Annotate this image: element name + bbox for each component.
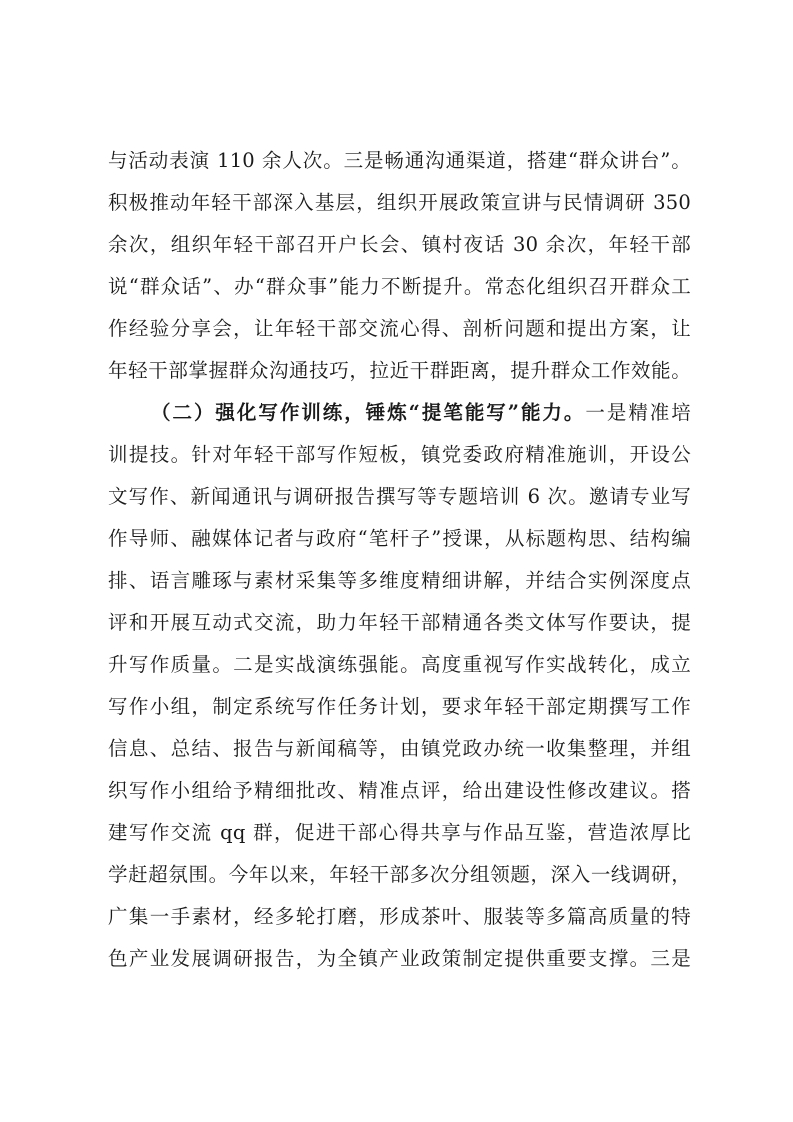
paragraph-line: 评和开展互动式交流，助力年轻干部精通各类文体写作要诀，提 xyxy=(108,611,691,634)
paragraph-line: 文写作、新闻通讯与调研报告撰写等专题培训 6 次。邀请专业写 xyxy=(108,485,691,508)
paragraph-line: 与活动表演 110 余人次。三是畅通沟通渠道，搭建“群众讲台”。 xyxy=(108,149,691,172)
paragraph-line: 作经验分享会，让年轻干部交流心得、剖析问题和提出方案，让 xyxy=(108,317,691,340)
paragraph-line: 年轻干部掌握群众沟通技巧，拉近干群距离，提升群众工作效能。 xyxy=(108,359,691,382)
paragraph-line: 排、语言雕琢与素材采集等多维度精细讲解，并结合实例深度点 xyxy=(108,569,691,592)
paragraph-line: 余次，组织年轻干部召开户长会、镇村夜话 30 余次，年轻干部 xyxy=(108,233,691,256)
paragraph-line: 广集一手素材，经多轮打磨，形成茶叶、服装等多篇高质量的特 xyxy=(108,905,691,928)
paragraph-line: 信息、总结、报告与新闻稿等，由镇党政办统一收集整理，并组 xyxy=(108,737,691,760)
section-heading-line: （二）强化写作训练，锤炼“提笔能写”能力。一是精准培 xyxy=(151,401,691,424)
paragraph-line: 写作小组，制定系统写作任务计划，要求年轻干部定期撰写工作 xyxy=(108,695,691,718)
paragraph-line: 积极推动年轻干部深入基层，组织开展政策宣讲与民情调研 350 xyxy=(108,191,691,214)
paragraph-line: 建写作交流 qq 群，促进干部心得共享与作品互鉴，营造浓厚比 xyxy=(108,821,691,844)
paragraph-line: 作导师、融媒体记者与政府“笔杆子”授课，从标题构思、结构编 xyxy=(108,527,691,550)
paragraph-line: 学赶超氛围。今年以来，年轻干部多次分组领题，深入一线调研， xyxy=(108,863,691,886)
paragraph-line: 升写作质量。二是实战演练强能。高度重视写作实战转化，成立 xyxy=(108,653,691,676)
paragraph-line: 色产业发展调研报告，为全镇产业政策制定提供重要支撑。三是 xyxy=(108,947,691,970)
paragraph-line: 训提技。针对年轻干部写作短板，镇党委政府精准施训，开设公 xyxy=(108,443,691,466)
paragraph-line: 织写作小组给予精细批改、精准点评，给出建设性修改建议。搭 xyxy=(108,779,691,802)
section-heading: （二）强化写作训练，锤炼“提笔能写”能力。 xyxy=(151,401,586,424)
paragraph-line: 说“群众话”、办“群众事”能力不断提升。常态化组织召开群众工 xyxy=(108,275,691,298)
